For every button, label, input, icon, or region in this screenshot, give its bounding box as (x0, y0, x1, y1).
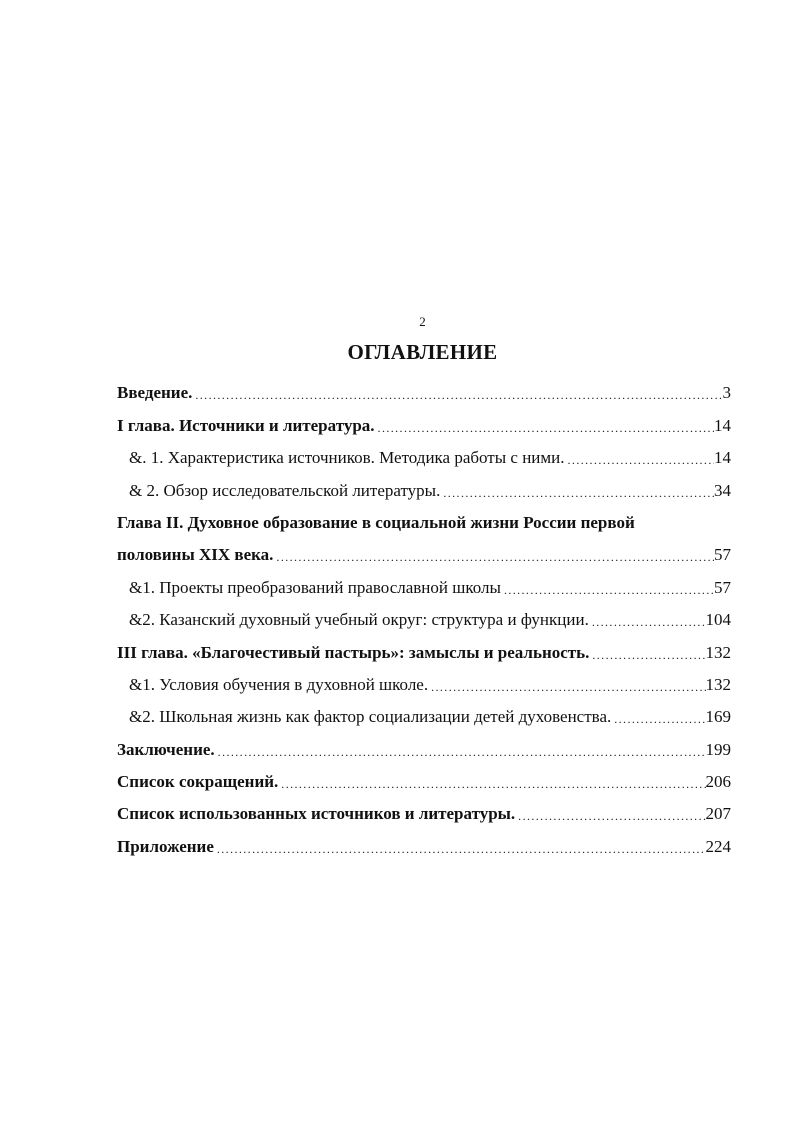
toc-entry-section-3-1[interactable] (117, 666, 731, 698)
dot-leader (515, 808, 705, 824)
toc-entry-page: 224 (705, 836, 731, 856)
toc-entry-label: &1. Проекты преобразований православной школы (129, 577, 501, 597)
dot-leader (501, 582, 714, 598)
toc-entry-section-2-1[interactable] (117, 568, 731, 600)
dot-leader (611, 711, 705, 727)
toc-entry-chapter-2-line-2[interactable] (117, 536, 731, 568)
toc-entry-page: 207 (705, 804, 731, 824)
toc-entry-section-1-1[interactable] (117, 439, 731, 471)
toc-entry-page: 132 (705, 642, 731, 662)
toc-entry-label: Список использованных источников и литературы. (117, 804, 516, 824)
toc-entry-introduction[interactable] (117, 374, 731, 406)
dot-leader (440, 485, 714, 501)
table-of-contents (117, 374, 731, 860)
toc-entry-section-2-2[interactable] (117, 601, 731, 633)
toc-entry-bibliography[interactable] (117, 795, 731, 827)
toc-entry-page: 57 (714, 545, 731, 565)
dot-leader (589, 647, 705, 663)
toc-entry-chapter-1[interactable] (117, 406, 731, 438)
toc-entry-page: 206 (705, 772, 731, 792)
dot-leader (215, 744, 706, 760)
toc-entry-page: 14 (714, 415, 731, 435)
dot-leader (428, 679, 705, 695)
dot-leader (214, 841, 706, 857)
toc-entry-label: Введение. (117, 383, 193, 403)
toc-entry-abbreviations[interactable] (117, 763, 731, 795)
toc-entry-page: 3 (722, 383, 731, 403)
toc-entry-conclusion[interactable] (117, 730, 731, 762)
dot-leader (278, 776, 705, 792)
dot-leader (192, 387, 722, 403)
page-title: ОГЛАВЛЕНИЕ (347, 340, 498, 364)
toc-entry-page: 199 (705, 739, 731, 759)
dot-leader (565, 452, 714, 468)
toc-entry-chapter-2-line-1[interactable] (117, 504, 731, 536)
toc-entry-page: 104 (705, 610, 731, 630)
page-number: 2 (419, 314, 426, 329)
toc-entry-label: &1. Условия обучения в духовной школе. (129, 674, 429, 694)
toc-entry-label: & 2. Обзор исследовательской литературы. (129, 480, 441, 500)
toc-entry-section-1-2[interactable] (117, 471, 731, 503)
toc-entry-label: &2. Казанский духовный учебный округ: структура и функции. (129, 610, 589, 630)
dot-leader (375, 420, 714, 436)
toc-entry-page: 34 (714, 480, 731, 500)
dot-leader (273, 549, 714, 565)
toc-entry-label: &2. Школьная жизнь как фактор социализации детей духовенства. (129, 707, 612, 727)
toc-entry-label: Заключение. (117, 739, 215, 759)
toc-entry-appendix[interactable] (117, 827, 731, 859)
toc-entry-label: III глава. «Благочестивый пастырь»: замыслы и реальность. (117, 642, 590, 662)
toc-entry-page: 57 (714, 577, 731, 597)
toc-entry-label: половины XIX века. (117, 545, 274, 565)
toc-entry-page: 132 (705, 674, 731, 694)
dot-leader (589, 614, 706, 630)
toc-entry-label: I глава. Источники и литература. (117, 415, 375, 435)
toc-entry-label: Глава II. Духовное образование в социальной жизни России первой (117, 512, 635, 532)
toc-entry-page: 169 (705, 707, 731, 727)
toc-entry-label: Приложение (117, 836, 214, 856)
toc-entry-page: 14 (714, 448, 731, 468)
toc-entry-chapter-3[interactable] (117, 633, 731, 665)
toc-entry-label: &. 1. Характеристика источников. Методика работы с ними. (129, 448, 565, 468)
toc-entry-section-3-2[interactable] (117, 698, 731, 730)
toc-entry-label: Список сокращений. (117, 772, 279, 792)
